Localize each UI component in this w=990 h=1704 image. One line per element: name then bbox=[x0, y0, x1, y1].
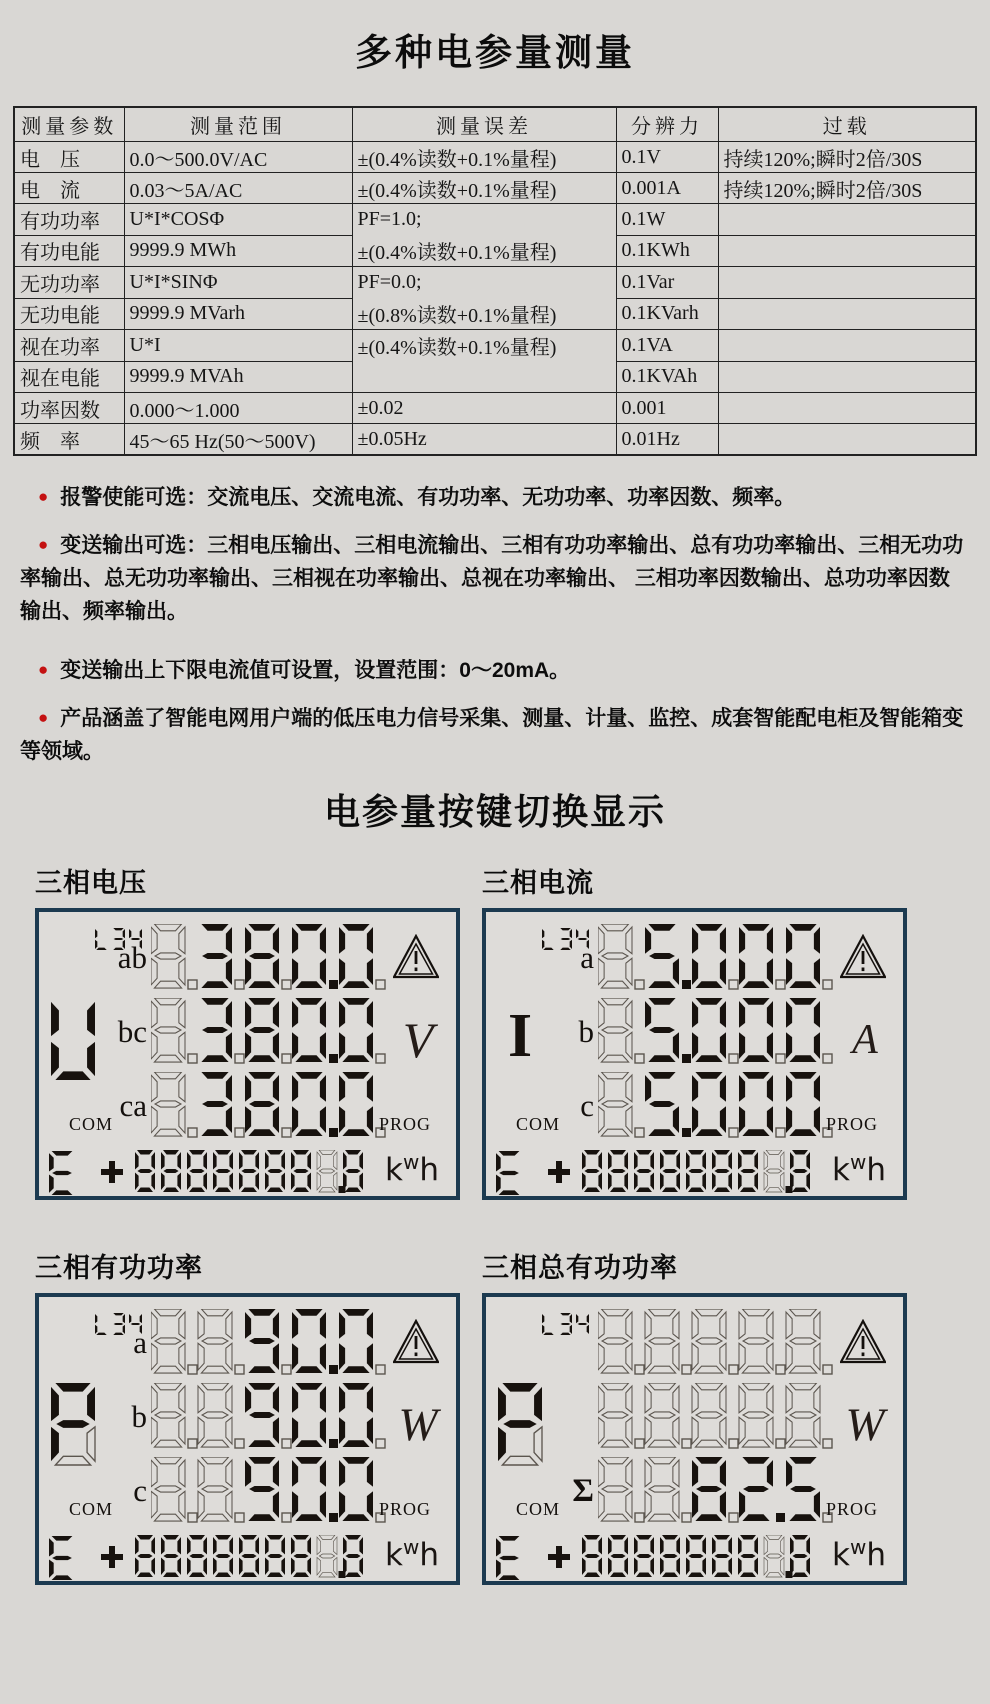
kwh-sup: w bbox=[402, 1534, 420, 1559]
table-header-cell: 测量误差 bbox=[352, 107, 616, 142]
bullet-text: 产品涵盖了智能电网用户端的低压电力信号采集、测量、计量、监控、成套智能配电柜及智能箱变等领域。 bbox=[20, 706, 964, 763]
table-cell: 0.000～1.000 bbox=[124, 393, 352, 424]
table-cell: 电 压 bbox=[14, 142, 124, 173]
energy-digits bbox=[546, 1535, 846, 1585]
digit-row bbox=[598, 1457, 845, 1538]
digit-row bbox=[598, 1309, 845, 1390]
phase-label: bc bbox=[117, 1013, 147, 1049]
kwh-sup: w bbox=[849, 1149, 867, 1174]
warning-icon-box bbox=[393, 1319, 439, 1370]
table-cell: U*I bbox=[124, 330, 352, 362]
kwh-tail: h bbox=[419, 1536, 439, 1573]
table-cell: ±0.02 bbox=[352, 393, 616, 424]
table-cell-line: PF=1.0; bbox=[357, 208, 422, 230]
table-cell: U*I*COSΦ bbox=[124, 204, 352, 236]
digit-row-svg bbox=[151, 924, 398, 1000]
table-cell bbox=[718, 424, 976, 456]
kwh-base: k bbox=[385, 1151, 403, 1188]
table-cell: 持续120%;瞬时2倍/30S bbox=[718, 142, 976, 173]
bullet-item bbox=[20, 655, 970, 688]
energy-letter bbox=[496, 1536, 526, 1585]
energy-digit-row bbox=[99, 1150, 399, 1200]
lcd-panel bbox=[482, 1293, 907, 1585]
page-title: 多种电参量测量 bbox=[355, 32, 635, 73]
warning-icon-box bbox=[840, 1319, 886, 1370]
digit-row-svg bbox=[151, 998, 398, 1074]
digit-row bbox=[151, 998, 398, 1079]
table-cell: 0.1W bbox=[616, 204, 718, 236]
digit-row bbox=[151, 924, 398, 1005]
table-cell: 持续120%;瞬时2倍/30S bbox=[718, 173, 976, 204]
bullet-text: 变送输出上下限电流值可设置，设置范围：0～20mA。 bbox=[60, 658, 571, 682]
panel-label: 三相有功功率 bbox=[35, 1252, 203, 1283]
digit-row bbox=[151, 1457, 398, 1538]
spec-table bbox=[13, 106, 977, 456]
table-cell bbox=[718, 204, 976, 236]
table-row bbox=[14, 267, 976, 299]
table-cell: 0.1V bbox=[616, 142, 718, 173]
warning-icon-box bbox=[393, 934, 439, 985]
table-cell-line bbox=[353, 361, 616, 392]
com-label: COM bbox=[516, 1498, 561, 1519]
kwh-tail: h bbox=[866, 1151, 886, 1188]
table-header-cell: 过载 bbox=[718, 107, 976, 142]
spec-table-head bbox=[14, 107, 976, 142]
phase-label: b bbox=[131, 1398, 147, 1434]
bullet-dot-icon: ● bbox=[38, 487, 49, 506]
digit-row bbox=[598, 924, 845, 1005]
table-cell bbox=[352, 204, 616, 267]
page-subtitle: 电参量按键切换显示 bbox=[323, 790, 666, 832]
digit-row-svg bbox=[598, 1072, 845, 1148]
table-cell: ±(0.4%读数+0.1%量程) bbox=[352, 142, 616, 173]
digit-row bbox=[598, 1383, 845, 1464]
phase-label: ca bbox=[119, 1087, 147, 1123]
unit-label: W bbox=[398, 1398, 438, 1451]
digit-row-svg bbox=[598, 1383, 845, 1459]
table-cell: 0.0～500.0V/AC bbox=[124, 142, 352, 173]
prog-label: PROG bbox=[379, 1498, 432, 1519]
warning-icon bbox=[393, 934, 439, 980]
table-cell: 0.1VA bbox=[616, 330, 718, 362]
lcd-panel bbox=[35, 908, 460, 1200]
warning-icon-box bbox=[840, 934, 886, 985]
table-cell: 无功功率 bbox=[14, 267, 124, 299]
digit-row-svg bbox=[598, 1309, 845, 1385]
kwh-label bbox=[832, 1534, 886, 1573]
kwh-label bbox=[832, 1149, 886, 1188]
table-cell-line: PF=0.0; bbox=[357, 271, 422, 293]
digit-row bbox=[598, 1072, 845, 1153]
bullet-text: 变送输出可选：三相电压输出、三相电流输出、三相有功功率输出、总有功功率输出、三相无功功率输出、总无功功率输出、三相视在功率输出、总视在功率输出、 三相功率因数输出、总功功率因数输出、频率输出。 bbox=[20, 533, 964, 623]
lcd-panel bbox=[35, 1293, 460, 1585]
digit-row bbox=[598, 998, 845, 1079]
lcd-panel bbox=[482, 908, 907, 1200]
panels-row-2 bbox=[0, 1293, 990, 1585]
phase-label: c bbox=[580, 1087, 594, 1123]
table-cell bbox=[718, 235, 976, 267]
energy-letter bbox=[49, 1536, 79, 1585]
table-cell: ±0.05Hz bbox=[352, 424, 616, 456]
kwh-base: k bbox=[832, 1151, 850, 1188]
energy-letter bbox=[49, 1151, 79, 1200]
table-cell: 9999.9 MWh bbox=[124, 235, 352, 267]
panel-labels-row-2 bbox=[0, 1246, 990, 1285]
digit-row bbox=[151, 1309, 398, 1390]
table-cell: 0.001A bbox=[616, 173, 718, 204]
kwh-sup: w bbox=[402, 1149, 420, 1174]
phase-label: ab bbox=[117, 939, 147, 975]
digit-row-svg bbox=[151, 1309, 398, 1385]
table-cell: 频 率 bbox=[14, 424, 124, 456]
table-cell: 45～65 Hz(50～500V) bbox=[124, 424, 352, 456]
table-cell bbox=[718, 298, 976, 330]
table-cell: 有功电能 bbox=[14, 235, 124, 267]
panel-label: 三相电流 bbox=[482, 867, 594, 898]
energy-digit-row bbox=[99, 1535, 399, 1585]
bullet-text: 报警使能可选：交流电压、交流电流、有功功率、无功功率、功率因数、频率。 bbox=[60, 486, 796, 509]
table-cell: 0.1KVAh bbox=[616, 361, 718, 393]
kwh-label bbox=[385, 1149, 439, 1188]
phase-label: c bbox=[133, 1472, 147, 1508]
phase-label: a bbox=[580, 939, 594, 975]
table-cell bbox=[718, 330, 976, 362]
table-cell-line: ±(0.4%读数+0.1%量程) bbox=[357, 242, 557, 264]
feature-bullets bbox=[0, 482, 990, 769]
table-cell: 0.01Hz bbox=[616, 424, 718, 456]
kwh-tail: h bbox=[419, 1151, 439, 1188]
bullet-dot-icon: ● bbox=[38, 707, 49, 727]
table-header-cell: 分辨力 bbox=[616, 107, 718, 142]
table-cell: 0.1Var bbox=[616, 267, 718, 299]
unit-label: A bbox=[852, 1016, 878, 1063]
kwh-sup: w bbox=[849, 1534, 867, 1559]
bullet-dot-icon: ● bbox=[38, 534, 49, 554]
table-cell bbox=[352, 267, 616, 330]
sigma-label: Σ bbox=[572, 1472, 594, 1509]
energy-letter bbox=[496, 1151, 526, 1200]
table-cell: ±(0.4%读数+0.1%量程) bbox=[352, 173, 616, 204]
table-cell: 视在电能 bbox=[14, 361, 124, 393]
table-cell bbox=[718, 393, 976, 424]
bullet-item bbox=[20, 530, 970, 629]
table-cell: 9999.9 MVAh bbox=[124, 361, 352, 393]
table-cell: 无功电能 bbox=[14, 298, 124, 330]
digit-row bbox=[151, 1383, 398, 1464]
table-cell: 视在功率 bbox=[14, 330, 124, 362]
parameter-letter bbox=[51, 1383, 101, 1474]
prog-label: PROG bbox=[379, 1113, 432, 1134]
table-header-row bbox=[14, 107, 976, 142]
mode-digits bbox=[542, 1313, 605, 1347]
parameter-letter bbox=[498, 1383, 548, 1474]
energy-digit-row bbox=[546, 1535, 846, 1585]
lcd-mode-indicator bbox=[542, 1313, 605, 1352]
phase-label: b bbox=[578, 1013, 594, 1049]
table-cell-line: ±(0.8%读数+0.1%量程) bbox=[357, 305, 557, 327]
warning-icon bbox=[840, 934, 886, 980]
unit-label: V bbox=[402, 1011, 434, 1068]
energy-digits bbox=[99, 1535, 399, 1585]
bullet-item bbox=[20, 482, 970, 515]
table-cell bbox=[352, 330, 616, 393]
warning-icon bbox=[840, 1319, 886, 1365]
energy-digits bbox=[99, 1150, 399, 1200]
table-cell bbox=[718, 267, 976, 299]
table-cell-line: ±(0.4%读数+0.1%量程) bbox=[357, 337, 557, 359]
com-label: COM bbox=[69, 1113, 114, 1134]
kwh-label bbox=[385, 1534, 439, 1573]
spec-table-body bbox=[14, 142, 976, 456]
table-cell: U*I*SINΦ bbox=[124, 267, 352, 299]
table-cell: 有功功率 bbox=[14, 204, 124, 236]
warning-icon bbox=[393, 1319, 439, 1365]
table-header-cell: 测量参数 bbox=[14, 107, 124, 142]
energy-digits bbox=[546, 1150, 846, 1200]
digit-row-svg bbox=[151, 1072, 398, 1148]
kwh-base: k bbox=[832, 1536, 850, 1573]
table-cell: 0.001 bbox=[616, 393, 718, 424]
com-label: COM bbox=[516, 1113, 561, 1134]
bullet-dot-icon: ● bbox=[38, 659, 49, 679]
panel-labels-row-1 bbox=[0, 861, 990, 900]
table-cell: 9999.9 MVarh bbox=[124, 298, 352, 330]
table-cell: 电 流 bbox=[14, 173, 124, 204]
bullet-item bbox=[20, 703, 970, 769]
panel-label: 三相电压 bbox=[35, 867, 147, 898]
prog-label: PROG bbox=[826, 1498, 879, 1519]
table-cell: 0.03～5A/AC bbox=[124, 173, 352, 204]
digit-row-svg bbox=[598, 1457, 845, 1533]
digit-row-svg bbox=[598, 924, 845, 1000]
table-row bbox=[14, 204, 976, 236]
unit-label: W bbox=[845, 1398, 885, 1451]
table-cell: 0.1KWh bbox=[616, 235, 718, 267]
digit-row-svg bbox=[151, 1457, 398, 1533]
kwh-base: k bbox=[385, 1536, 403, 1573]
phase-label: a bbox=[133, 1324, 147, 1360]
digit-row bbox=[151, 1072, 398, 1153]
table-row bbox=[14, 424, 976, 456]
panels-row-1 bbox=[0, 908, 990, 1200]
energy-digit-row bbox=[546, 1150, 846, 1200]
table-cell bbox=[718, 361, 976, 393]
table-row bbox=[14, 393, 976, 424]
digit-row-svg bbox=[598, 998, 845, 1074]
panel-label: 三相总有功功率 bbox=[482, 1252, 678, 1283]
table-cell: 0.1KVarh bbox=[616, 298, 718, 330]
parameter-letter: I bbox=[508, 1001, 533, 1070]
com-label: COM bbox=[69, 1498, 114, 1519]
table-row bbox=[14, 173, 976, 204]
digit-row-svg bbox=[151, 1383, 398, 1459]
table-row bbox=[14, 330, 976, 362]
kwh-tail: h bbox=[866, 1536, 886, 1573]
parameter-letter bbox=[51, 998, 101, 1089]
table-row bbox=[14, 142, 976, 173]
prog-label: PROG bbox=[826, 1113, 879, 1134]
table-header-cell: 测量范围 bbox=[124, 107, 352, 142]
table-cell: 功率因数 bbox=[14, 393, 124, 424]
